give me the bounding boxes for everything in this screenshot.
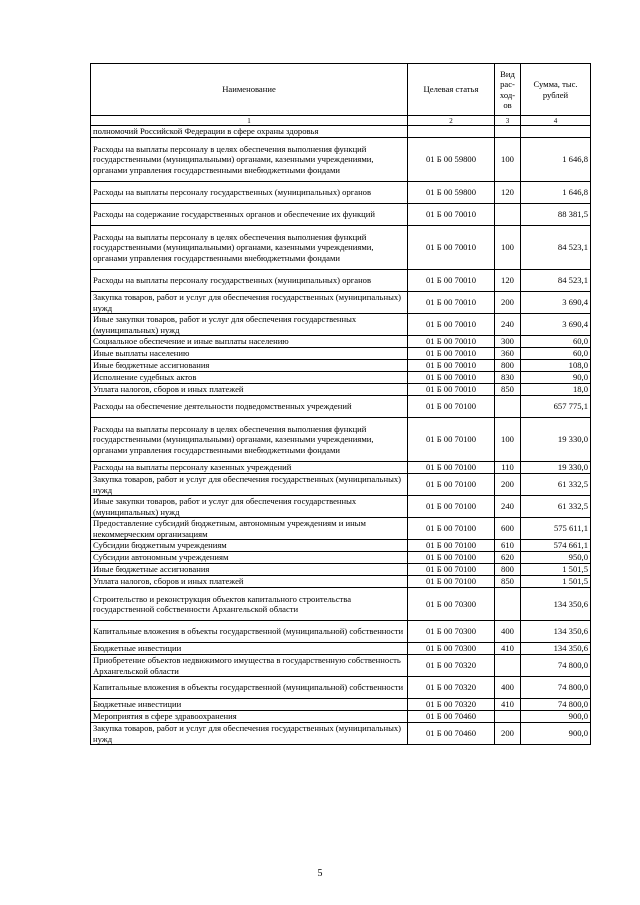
table-row	[91, 314, 591, 336]
row-target-article: 01 Б 00 70320	[408, 677, 495, 699]
row-name: Исполнение судебных актов	[91, 372, 408, 384]
row-sum: 134 350,6	[521, 588, 591, 621]
row-target-article: 01 Б 00 70010	[408, 292, 495, 314]
row-target-article: 01 Б 00 70100	[408, 540, 495, 552]
row-target-article: 01 Б 00 70460	[408, 723, 495, 745]
row-expense-type: 100	[495, 226, 521, 270]
row-target-article: 01 Б 00 70010	[408, 384, 495, 396]
row-target-article: 01 Б 00 70100	[408, 564, 495, 576]
row-name: Бюджетные инвестиции	[91, 643, 408, 655]
row-sum: 1 646,8	[521, 182, 591, 204]
table-body	[91, 126, 591, 745]
row-name: Иные закупки товаров, работ и услуг для обеспечения государственных (муниципальных) нужд	[91, 496, 408, 518]
row-target-article: 01 Б 00 70100	[408, 396, 495, 418]
row-name: Социальное обеспечение и иные выплаты населению	[91, 336, 408, 348]
table-row	[91, 496, 591, 518]
header-target-article: Целевая статья	[408, 64, 495, 116]
row-target-article: 01 Б 00 70100	[408, 518, 495, 540]
row-name: Капитальные вложения в объекты государственной (муниципальной) собственности	[91, 677, 408, 699]
header-sum: Сумма, тыс. рублей	[521, 64, 591, 116]
row-sum: 61 332,5	[521, 496, 591, 518]
column-number: 4	[521, 116, 591, 126]
row-expense-type: 610	[495, 540, 521, 552]
row-expense-type	[495, 711, 521, 723]
table-row	[91, 699, 591, 711]
column-numbering-row	[91, 116, 591, 126]
table-row	[91, 360, 591, 372]
row-sum: 60,0	[521, 348, 591, 360]
row-name: Закупка товаров, работ и услуг для обеспечения государственных (муниципальных) нужд	[91, 474, 408, 496]
row-name: Уплата налогов, сборов и иных платежей	[91, 576, 408, 588]
row-expense-type: 620	[495, 552, 521, 564]
row-target-article: 01 Б 00 70010	[408, 270, 495, 292]
row-expense-type: 200	[495, 292, 521, 314]
row-expense-type: 200	[495, 474, 521, 496]
row-expense-type: 600	[495, 518, 521, 540]
row-expense-type: 240	[495, 496, 521, 518]
row-sum: 19 330,0	[521, 462, 591, 474]
row-name: Мероприятия в сфере здравоохранения	[91, 711, 408, 723]
table-row	[91, 270, 591, 292]
table-row	[91, 126, 591, 138]
row-target-article: 01 Б 00 70010	[408, 372, 495, 384]
page-number: 5	[317, 868, 323, 879]
row-expense-type: 360	[495, 348, 521, 360]
row-sum: 1 501,5	[521, 576, 591, 588]
row-sum	[521, 126, 591, 138]
table-row	[91, 564, 591, 576]
row-name: Закупка товаров, работ и услуг для обеспечения государственных (муниципальных) нужд	[91, 292, 408, 314]
row-target-article: 01 Б 00 70100	[408, 552, 495, 564]
table-row	[91, 384, 591, 396]
row-expense-type: 850	[495, 576, 521, 588]
budget-table	[90, 63, 591, 745]
row-sum: 90,0	[521, 372, 591, 384]
table-row	[91, 474, 591, 496]
table-row	[91, 418, 591, 462]
row-expense-type: 800	[495, 360, 521, 372]
row-sum: 84 523,1	[521, 226, 591, 270]
header-row	[91, 64, 591, 116]
row-expense-type: 240	[495, 314, 521, 336]
row-expense-type: 100	[495, 418, 521, 462]
row-expense-type: 830	[495, 372, 521, 384]
row-expense-type	[495, 588, 521, 621]
row-target-article: 01 Б 00 70010	[408, 226, 495, 270]
row-target-article: 01 Б 00 70300	[408, 643, 495, 655]
table-row	[91, 292, 591, 314]
row-expense-type: 850	[495, 384, 521, 396]
row-sum: 88 381,5	[521, 204, 591, 226]
row-sum: 574 661,1	[521, 540, 591, 552]
row-sum: 18,0	[521, 384, 591, 396]
row-sum: 575 611,1	[521, 518, 591, 540]
row-sum: 19 330,0	[521, 418, 591, 462]
row-target-article: 01 Б 00 70100	[408, 418, 495, 462]
row-expense-type: 120	[495, 270, 521, 292]
table-row	[91, 372, 591, 384]
row-name: Иные выплаты населению	[91, 348, 408, 360]
row-sum: 134 350,6	[521, 621, 591, 643]
row-name: Расходы на выплаты персоналу государственных (муниципальных) органов	[91, 182, 408, 204]
row-target-article: 01 Б 00 70460	[408, 711, 495, 723]
row-expense-type: 110	[495, 462, 521, 474]
row-expense-type: 200	[495, 723, 521, 745]
table-row	[91, 677, 591, 699]
row-target-article: 01 Б 00 70100	[408, 474, 495, 496]
row-name: Капитальные вложения в объекты государственной (муниципальной) собственности	[91, 621, 408, 643]
table-row	[91, 204, 591, 226]
row-sum: 134 350,6	[521, 643, 591, 655]
row-name: Расходы на выплаты персоналу государственных (муниципальных) органов	[91, 270, 408, 292]
row-sum: 3 690,4	[521, 314, 591, 336]
table-row	[91, 711, 591, 723]
row-sum: 74 800,0	[521, 699, 591, 711]
table-row	[91, 655, 591, 677]
row-name: полномочий Российской Федерации в сфере охраны здоровья	[91, 126, 408, 138]
row-expense-type: 410	[495, 699, 521, 711]
table-row	[91, 182, 591, 204]
table-row	[91, 588, 591, 621]
row-target-article: 01 Б 00 70010	[408, 204, 495, 226]
row-target-article: 01 Б 00 70320	[408, 655, 495, 677]
row-target-article: 01 Б 00 70010	[408, 336, 495, 348]
row-expense-type: 400	[495, 621, 521, 643]
row-expense-type: 120	[495, 182, 521, 204]
row-name: Иные бюджетные ассигнования	[91, 360, 408, 372]
table-row	[91, 643, 591, 655]
row-sum: 74 800,0	[521, 655, 591, 677]
row-name: Расходы на выплаты персоналу в целях обеспечения выполнения функций государственными (муниципальными) органами, казенными учреждениями, органами управления государственными внебюджетными фондами	[91, 226, 408, 270]
row-sum: 657 775,1	[521, 396, 591, 418]
table-row	[91, 723, 591, 745]
row-expense-type	[495, 655, 521, 677]
table-row	[91, 540, 591, 552]
column-number: 3	[495, 116, 521, 126]
table-row	[91, 621, 591, 643]
row-name: Расходы на выплаты персоналу казенных учреждений	[91, 462, 408, 474]
row-sum: 1 646,8	[521, 138, 591, 182]
row-sum: 3 690,4	[521, 292, 591, 314]
row-name: Расходы на выплаты персоналу в целях обеспечения выполнения функций государственными (муниципальными) органами, казенными учреждениями, органами управления государственными внебюджетными фондами	[91, 138, 408, 182]
row-name: Расходы на обеспечение деятельности подведомственных учреждений	[91, 396, 408, 418]
header-expense-type: Вид рас-ход-ов	[495, 64, 521, 116]
row-expense-type: 800	[495, 564, 521, 576]
row-expense-type	[495, 396, 521, 418]
row-expense-type: 410	[495, 643, 521, 655]
row-sum: 61 332,5	[521, 474, 591, 496]
row-name: Закупка товаров, работ и услуг для обеспечения государственных (муниципальных) нужд	[91, 723, 408, 745]
table-row	[91, 138, 591, 182]
row-sum: 74 800,0	[521, 677, 591, 699]
row-sum: 60,0	[521, 336, 591, 348]
row-target-article: 01 Б 00 59800	[408, 182, 495, 204]
table-row	[91, 576, 591, 588]
row-target-article: 01 Б 00 70010	[408, 314, 495, 336]
row-sum: 950,0	[521, 552, 591, 564]
table-row	[91, 226, 591, 270]
table-row	[91, 462, 591, 474]
table-row	[91, 552, 591, 564]
row-target-article: 01 Б 00 70300	[408, 588, 495, 621]
row-expense-type: 300	[495, 336, 521, 348]
row-target-article: 01 Б 00 70320	[408, 699, 495, 711]
row-name: Предоставление субсидий бюджетным, автономным учреждениям и иным некоммерческим организациям	[91, 518, 408, 540]
row-name: Иные бюджетные ассигнования	[91, 564, 408, 576]
row-name: Субсидии автономным учреждениям	[91, 552, 408, 564]
row-target-article: 01 Б 00 70100	[408, 576, 495, 588]
row-name: Приобретение объектов недвижимого имущества в государственную собственность Архангельской области	[91, 655, 408, 677]
row-sum: 900,0	[521, 711, 591, 723]
row-name: Расходы на содержание государственных органов и обеспечение их функций	[91, 204, 408, 226]
column-number: 2	[408, 116, 495, 126]
row-sum: 108,0	[521, 360, 591, 372]
row-name: Субсидии бюджетным учреждениям	[91, 540, 408, 552]
table-row	[91, 396, 591, 418]
row-expense-type	[495, 204, 521, 226]
table-row	[91, 348, 591, 360]
row-target-article: 01 Б 00 59800	[408, 138, 495, 182]
row-sum: 84 523,1	[521, 270, 591, 292]
table-row	[91, 518, 591, 540]
row-name: Уплата налогов, сборов и иных платежей	[91, 384, 408, 396]
row-sum: 1 501,5	[521, 564, 591, 576]
row-target-article: 01 Б 00 70100	[408, 462, 495, 474]
row-name: Строительство и реконструкция объектов капитального строительства государственной собственности Архангельской области	[91, 588, 408, 621]
row-expense-type	[495, 126, 521, 138]
header-name: Наименование	[91, 64, 408, 116]
row-name: Иные закупки товаров, работ и услуг для обеспечения государственных (муниципальных) нужд	[91, 314, 408, 336]
row-expense-type: 100	[495, 138, 521, 182]
table-row	[91, 336, 591, 348]
row-target-article: 01 Б 00 70010	[408, 360, 495, 372]
row-target-article: 01 Б 00 70010	[408, 348, 495, 360]
row-expense-type: 400	[495, 677, 521, 699]
row-name: Бюджетные инвестиции	[91, 699, 408, 711]
row-target-article	[408, 126, 495, 138]
row-name: Расходы на выплаты персоналу в целях обеспечения выполнения функций государственными (муниципальными) органами, казенными учреждениями, органами управления государственными внебюджетными фондами	[91, 418, 408, 462]
column-number: 1	[91, 116, 408, 126]
row-target-article: 01 Б 00 70300	[408, 621, 495, 643]
row-target-article: 01 Б 00 70100	[408, 496, 495, 518]
row-sum: 900,0	[521, 723, 591, 745]
